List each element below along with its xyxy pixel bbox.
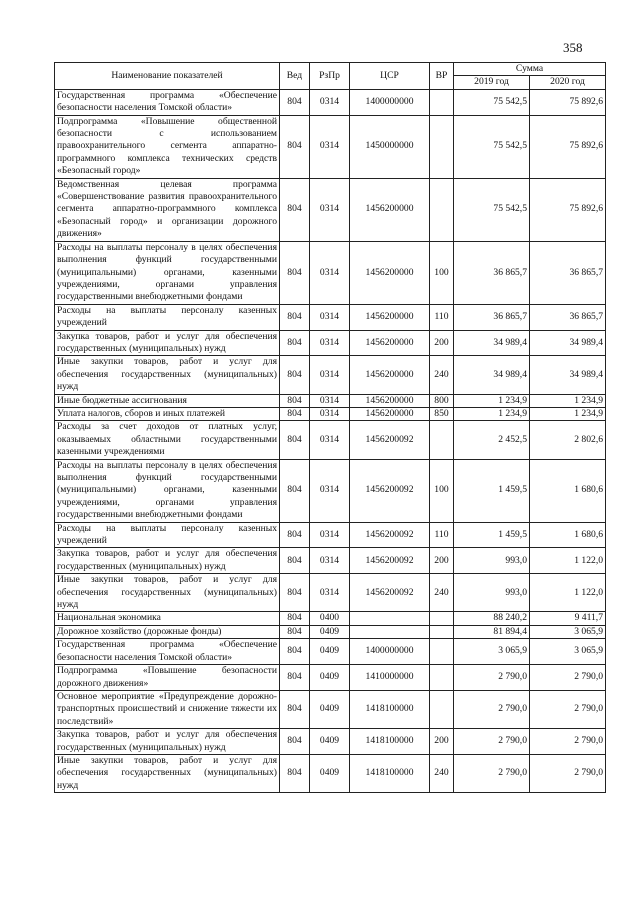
row-vr-cell (430, 178, 454, 241)
row-rzpr-cell: 0314 (310, 394, 350, 407)
table-row (55, 178, 606, 241)
row-2020-value-cell: 2 802,6 (530, 421, 606, 459)
row-rzpr-cell: 0400 (310, 612, 350, 625)
table-row (55, 356, 606, 394)
table-row (55, 754, 606, 792)
row-name-cell: Государственная программа «Обеспечение безопасности населения Томской области» (55, 89, 280, 115)
row-vr-cell: 240 (430, 574, 454, 612)
row-ved-cell: 804 (280, 407, 310, 420)
row-csr-cell: 1456200000 (350, 394, 430, 407)
row-csr-cell: 1418100000 (350, 729, 430, 755)
row-2020-value-cell: 9 411,7 (530, 612, 606, 625)
row-name-cell: Расходы на выплаты персоналу казенных учреждений (55, 304, 280, 330)
row-ved-cell: 804 (280, 394, 310, 407)
row-2020-value-cell: 1 680,6 (530, 459, 606, 522)
row-2020-value-cell: 3 065,9 (530, 625, 606, 638)
row-2019-value-cell: 2 790,0 (454, 754, 530, 792)
row-rzpr-cell: 0409 (310, 639, 350, 665)
row-rzpr-cell: 0314 (310, 304, 350, 330)
table-row (55, 729, 606, 755)
row-ved-cell: 804 (280, 356, 310, 394)
page-number: 358 (563, 40, 583, 55)
table-row (55, 304, 606, 330)
row-2020-value-cell: 3 065,9 (530, 639, 606, 665)
row-name-cell: Национальная экономика (55, 612, 280, 625)
row-2019-value-cell: 3 065,9 (454, 639, 530, 665)
row-ved-cell: 804 (280, 178, 310, 241)
table-body (55, 89, 606, 792)
row-csr-cell: 1456200000 (350, 178, 430, 241)
table-header (55, 63, 606, 90)
row-csr-cell: 1410000000 (350, 665, 430, 691)
row-ved-cell: 804 (280, 754, 310, 792)
row-rzpr-cell: 0409 (310, 690, 350, 728)
row-2019-value-cell: 34 989,4 (454, 356, 530, 394)
row-vr-cell: 850 (430, 407, 454, 420)
row-name-cell: Иные закупки товаров, работ и услуг для обеспечения государственных (муниципальных) нужд (55, 574, 280, 612)
row-csr-cell: 1450000000 (350, 115, 430, 178)
row-name-cell: Иные закупки товаров, работ и услуг для обеспечения государственных (муниципальных) нужд (55, 754, 280, 792)
row-rzpr-cell: 0314 (310, 522, 350, 548)
row-rzpr-cell: 0409 (310, 729, 350, 755)
row-rzpr-cell: 0409 (310, 625, 350, 638)
table-row (55, 459, 606, 522)
row-vr-cell (430, 612, 454, 625)
row-2020-value-cell: 36 865,7 (530, 241, 606, 304)
row-vr-cell (430, 625, 454, 638)
row-csr-cell: 1456200092 (350, 421, 430, 459)
row-rzpr-cell: 0314 (310, 356, 350, 394)
row-ved-cell: 804 (280, 639, 310, 665)
row-csr-cell: 1456200000 (350, 330, 430, 356)
row-vr-cell: 100 (430, 459, 454, 522)
row-ved-cell: 804 (280, 89, 310, 115)
row-csr-cell: 1400000000 (350, 639, 430, 665)
table-row (55, 639, 606, 665)
row-2020-value-cell: 75 892,6 (530, 89, 606, 115)
table-row (55, 115, 606, 178)
table-row (55, 394, 606, 407)
row-csr-cell (350, 625, 430, 638)
row-2019-value-cell: 1 234,9 (454, 394, 530, 407)
row-csr-cell: 1400000000 (350, 89, 430, 115)
row-vr-cell: 200 (430, 548, 454, 574)
row-rzpr-cell: 0314 (310, 574, 350, 612)
row-csr-cell: 1456200000 (350, 241, 430, 304)
table-row (55, 89, 606, 115)
row-vr-cell: 240 (430, 356, 454, 394)
row-rzpr-cell: 0314 (310, 459, 350, 522)
header-csr: ЦСР (350, 63, 430, 90)
header-sum: Сумма (454, 63, 606, 76)
row-2019-value-cell: 1 234,9 (454, 407, 530, 420)
row-name-cell: Закупка товаров, работ и услуг для обеспечения государственных (муниципальных) нужд (55, 330, 280, 356)
row-csr-cell: 1456200000 (350, 407, 430, 420)
row-ved-cell: 804 (280, 690, 310, 728)
row-name-cell: Иные закупки товаров, работ и услуг для обеспечения государственных (муниципальных) нужд (55, 356, 280, 394)
row-vr-cell (430, 89, 454, 115)
table-row (55, 407, 606, 420)
row-2019-value-cell: 88 240,2 (454, 612, 530, 625)
header-name: Наименование показателей (55, 63, 280, 90)
header-vr: ВР (430, 63, 454, 90)
row-2020-value-cell: 75 892,6 (530, 115, 606, 178)
row-rzpr-cell: 0314 (310, 115, 350, 178)
row-name-cell: Основное мероприятие «Предупреждение дорожно-транспортных происшествий и снижение тяжести их последствий» (55, 690, 280, 728)
row-ved-cell: 804 (280, 304, 310, 330)
row-vr-cell: 800 (430, 394, 454, 407)
row-name-cell: Уплата налогов, сборов и иных платежей (55, 407, 280, 420)
row-2020-value-cell: 75 892,6 (530, 178, 606, 241)
row-vr-cell (430, 690, 454, 728)
row-vr-cell: 200 (430, 330, 454, 356)
row-2019-value-cell: 2 790,0 (454, 690, 530, 728)
row-2019-value-cell: 2 790,0 (454, 729, 530, 755)
row-2019-value-cell: 34 989,4 (454, 330, 530, 356)
row-2020-value-cell: 1 234,9 (530, 394, 606, 407)
row-csr-cell: 1456200092 (350, 574, 430, 612)
table-row (55, 421, 606, 459)
row-2020-value-cell: 2 790,0 (530, 665, 606, 691)
row-ved-cell: 804 (280, 729, 310, 755)
table-row (55, 241, 606, 304)
row-2019-value-cell: 993,0 (454, 548, 530, 574)
row-2019-value-cell: 2 790,0 (454, 665, 530, 691)
row-2020-value-cell: 2 790,0 (530, 754, 606, 792)
row-2019-value-cell: 75 542,5 (454, 178, 530, 241)
row-2019-value-cell: 1 459,5 (454, 459, 530, 522)
row-ved-cell: 804 (280, 421, 310, 459)
row-2019-value-cell: 36 865,7 (454, 304, 530, 330)
row-csr-cell: 1418100000 (350, 754, 430, 792)
row-2020-value-cell: 1 122,0 (530, 548, 606, 574)
row-vr-cell (430, 639, 454, 665)
row-name-cell: Государственная программа «Обеспечение безопасности населения Томской области» (55, 639, 280, 665)
header-ved: Вед (280, 63, 310, 90)
row-2020-value-cell: 2 790,0 (530, 690, 606, 728)
table-row (55, 612, 606, 625)
table-row (55, 548, 606, 574)
row-vr-cell: 100 (430, 241, 454, 304)
row-2020-value-cell: 2 790,0 (530, 729, 606, 755)
row-csr-cell: 1418100000 (350, 690, 430, 728)
row-rzpr-cell: 0314 (310, 89, 350, 115)
table-row (55, 625, 606, 638)
row-csr-cell (350, 612, 430, 625)
row-ved-cell: 804 (280, 574, 310, 612)
row-ved-cell: 804 (280, 625, 310, 638)
row-name-cell: Расходы на выплаты персоналу казенных учреждений (55, 522, 280, 548)
row-name-cell: Подпрограмма «Повышение общественной безопасности с использованием правоохранительного сегмента аппаратно-программного комплекса технических средств «Безопасный город» (55, 115, 280, 178)
row-vr-cell: 110 (430, 522, 454, 548)
row-name-cell: Закупка товаров, работ и услуг для обеспечения государственных (муниципальных) нужд (55, 548, 280, 574)
row-name-cell: Расходы за счет доходов от платных услуг, оказываемых областными государственными казенными учреждениями (55, 421, 280, 459)
row-2019-value-cell: 2 452,5 (454, 421, 530, 459)
row-name-cell: Подпрограмма «Повышение безопасности дорожного движения» (55, 665, 280, 691)
row-ved-cell: 804 (280, 612, 310, 625)
row-2020-value-cell: 1 680,6 (530, 522, 606, 548)
row-rzpr-cell: 0314 (310, 178, 350, 241)
row-ved-cell: 804 (280, 665, 310, 691)
row-rzpr-cell: 0314 (310, 330, 350, 356)
row-csr-cell: 1456200000 (350, 304, 430, 330)
row-2020-value-cell: 34 989,4 (530, 356, 606, 394)
table-row (55, 665, 606, 691)
row-rzpr-cell: 0409 (310, 754, 350, 792)
row-rzpr-cell: 0314 (310, 407, 350, 420)
row-2019-value-cell: 75 542,5 (454, 89, 530, 115)
row-vr-cell: 240 (430, 754, 454, 792)
row-csr-cell: 1456200092 (350, 459, 430, 522)
row-vr-cell (430, 665, 454, 691)
row-ved-cell: 804 (280, 330, 310, 356)
row-ved-cell: 804 (280, 241, 310, 304)
row-2020-value-cell: 36 865,7 (530, 304, 606, 330)
row-rzpr-cell: 0314 (310, 421, 350, 459)
row-name-cell: Расходы на выплаты персоналу в целях обеспечения выполнения функций государственными (муниципальными) органами, казенными учреждениями, органами управления государственными внебюджетными фондами (55, 241, 280, 304)
row-name-cell: Дорожное хозяйство (дорожные фонды) (55, 625, 280, 638)
budget-table (54, 62, 606, 793)
row-ved-cell: 804 (280, 522, 310, 548)
row-ved-cell: 804 (280, 459, 310, 522)
row-name-cell: Расходы на выплаты персоналу в целях обеспечения выполнения функций государственными (муниципальными) органами, казенными учреждениями, органами управления государственными внебюджетными фондами (55, 459, 280, 522)
row-rzpr-cell: 0409 (310, 665, 350, 691)
row-vr-cell (430, 115, 454, 178)
header-year-2020: 2020 год (530, 76, 606, 89)
table-row (55, 690, 606, 728)
row-rzpr-cell: 0314 (310, 241, 350, 304)
table-row (55, 574, 606, 612)
row-2020-value-cell: 34 989,4 (530, 330, 606, 356)
row-name-cell: Ведомственная целевая программа «Совершенствование развития правоохранительного сегмента аппаратно-программного комплекса «Безопасный город» и организации дорожного движения» (55, 178, 280, 241)
header-year-2019: 2019 год (454, 76, 530, 89)
row-csr-cell: 1456200000 (350, 356, 430, 394)
row-vr-cell (430, 421, 454, 459)
row-2019-value-cell: 36 865,7 (454, 241, 530, 304)
row-vr-cell: 110 (430, 304, 454, 330)
row-name-cell: Закупка товаров, работ и услуг для обеспечения государственных (муниципальных) нужд (55, 729, 280, 755)
row-vr-cell: 200 (430, 729, 454, 755)
table-row (55, 522, 606, 548)
row-2020-value-cell: 1 234,9 (530, 407, 606, 420)
row-ved-cell: 804 (280, 548, 310, 574)
row-2019-value-cell: 81 894,4 (454, 625, 530, 638)
row-2019-value-cell: 1 459,5 (454, 522, 530, 548)
header-rzpr: РзПр (310, 63, 350, 90)
row-2019-value-cell: 993,0 (454, 574, 530, 612)
table-row (55, 330, 606, 356)
row-name-cell: Иные бюджетные ассигнования (55, 394, 280, 407)
row-csr-cell: 1456200092 (350, 522, 430, 548)
row-2020-value-cell: 1 122,0 (530, 574, 606, 612)
row-ved-cell: 804 (280, 115, 310, 178)
row-csr-cell: 1456200092 (350, 548, 430, 574)
row-2019-value-cell: 75 542,5 (454, 115, 530, 178)
row-rzpr-cell: 0314 (310, 548, 350, 574)
